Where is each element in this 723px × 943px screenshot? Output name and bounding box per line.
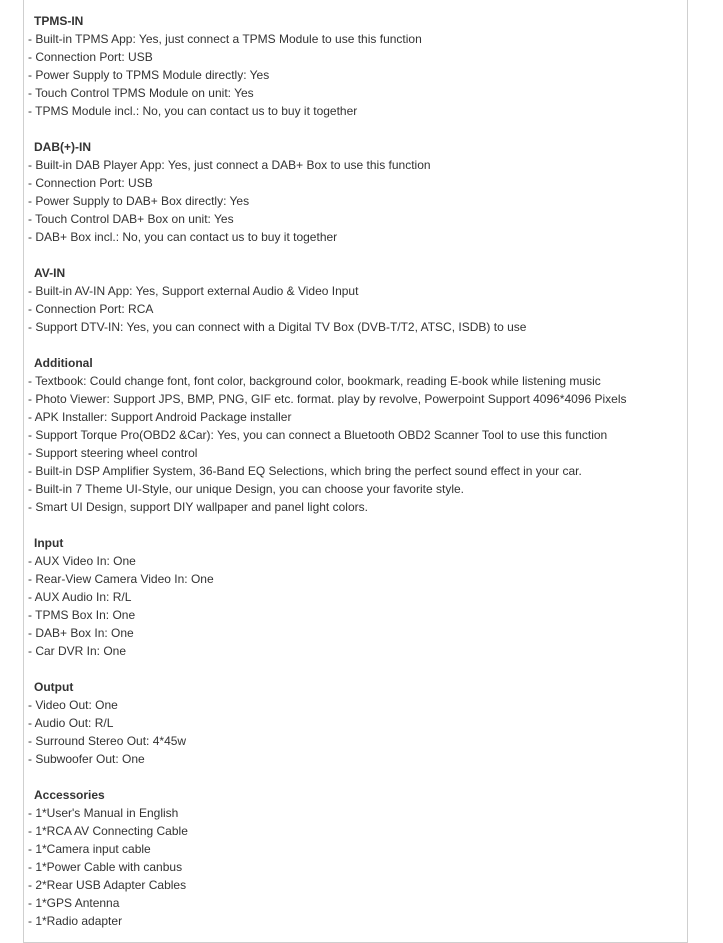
section-items — [28, 282, 688, 336]
list-item: - TPMS Module incl.: No, you can contact us to buy it together — [28, 104, 358, 118]
section-spacer — [28, 336, 688, 354]
list-item: - Connection Port: USB — [28, 176, 153, 190]
list-item: - Touch Control TPMS Module on unit: Yes — [28, 86, 254, 100]
list-item: - 1*Power Cable with canbus — [28, 860, 183, 874]
section-heading: AV-IN — [34, 266, 66, 280]
list-item: - 1*User's Manual in English — [28, 806, 179, 820]
list-item: - 1*Camera input cable — [28, 842, 151, 856]
section-spacer — [28, 246, 688, 264]
list-item: - Power Supply to TPMS Module directly: Yes — [28, 68, 270, 82]
section-items — [28, 30, 688, 120]
list-item: - Car DVR In: One — [28, 644, 127, 658]
section-heading: Output — [34, 680, 74, 694]
section-output — [28, 678, 688, 768]
list-item: - Video Out: One — [28, 698, 118, 712]
section-items — [28, 372, 688, 516]
list-item: - AUX Audio In: R/L — [28, 590, 132, 604]
list-item: - 1*Radio adapter — [28, 914, 123, 928]
list-item: - Subwoofer Out: One — [28, 752, 145, 766]
section-spacer — [28, 660, 688, 678]
list-item: - Touch Control DAB+ Box on unit: Yes — [28, 212, 234, 226]
list-item: - Built-in 7 Theme UI-Style, our unique Design, you can choose your favorite style. — [28, 482, 464, 496]
list-item: - TPMS Box In: One — [28, 608, 136, 622]
section-heading: TPMS-IN — [34, 14, 84, 28]
list-item: - Photo Viewer: Support JPS, BMP, PNG, GIF etc. format. play by revolve, Powerpoint Support 4096*4096 Pixels — [28, 392, 627, 406]
list-item: - Power Supply to DAB+ Box directly: Yes — [28, 194, 250, 208]
list-item: - Built-in TPMS App: Yes, just connect a TPMS Module to use this function — [28, 32, 422, 46]
list-item: - DAB+ Box incl.: No, you can contact us to buy it together — [28, 230, 338, 244]
list-item: - Textbook: Could change font, font color, background color, bookmark, reading E-book while listening music — [28, 374, 601, 388]
list-item: - Support DTV-IN: Yes, you can connect with a Digital TV Box (DVB-T/T2, ATSC, ISDB) to use — [28, 320, 527, 334]
list-item: - 1*GPS Antenna — [28, 896, 120, 910]
list-item: - Built-in DSP Amplifier System, 36-Band EQ Selections, which bring the perfect sound effect in your car. — [28, 464, 582, 478]
list-item: - 2*Rear USB Adapter Cables — [28, 878, 187, 892]
section-heading: DAB(+)-IN — [34, 140, 91, 154]
section-spacer — [28, 120, 688, 138]
list-item: - Rear-View Camera Video In: One — [28, 572, 214, 586]
list-item: - Audio Out: R/L — [28, 716, 114, 730]
section-items — [28, 552, 688, 660]
list-item: - Support Torque Pro(OBD2 &Car): Yes, you can connect a Bluetooth OBD2 Scanner Tool to use this function — [28, 428, 608, 442]
section-dab-in — [28, 138, 688, 246]
section-heading: Accessories — [34, 788, 105, 802]
list-item: - Built-in AV-IN App: Yes, Support external Audio & Video Input — [28, 284, 359, 298]
section-spacer — [28, 516, 688, 534]
spec-list — [28, 12, 688, 930]
list-item: - Smart UI Design, support DIY wallpaper and panel light colors. — [28, 500, 368, 514]
section-heading: Input — [34, 536, 64, 550]
section-tpms-in — [28, 12, 688, 120]
list-item: - 1*RCA AV Connecting Cable — [28, 824, 188, 838]
section-spacer — [28, 768, 688, 786]
section-items — [28, 156, 688, 246]
section-additional — [28, 354, 688, 516]
list-item: - Surround Stereo Out: 4*45w — [28, 734, 187, 748]
section-input — [28, 534, 688, 660]
list-item: - Built-in DAB Player App: Yes, just connect a DAB+ Box to use this function — [28, 158, 431, 172]
list-item: - Connection Port: RCA — [28, 302, 154, 316]
list-item: - Connection Port: USB — [28, 50, 153, 64]
section-av-in — [28, 264, 688, 336]
list-item: - APK Installer: Support Android Package installer — [28, 410, 292, 424]
list-item: - DAB+ Box In: One — [28, 626, 134, 640]
list-item: - AUX Video In: One — [28, 554, 136, 568]
section-accessories — [28, 786, 688, 930]
section-items — [28, 804, 688, 930]
list-item: - Support steering wheel control — [28, 446, 198, 460]
section-items — [28, 696, 688, 768]
section-heading: Additional — [34, 356, 93, 370]
